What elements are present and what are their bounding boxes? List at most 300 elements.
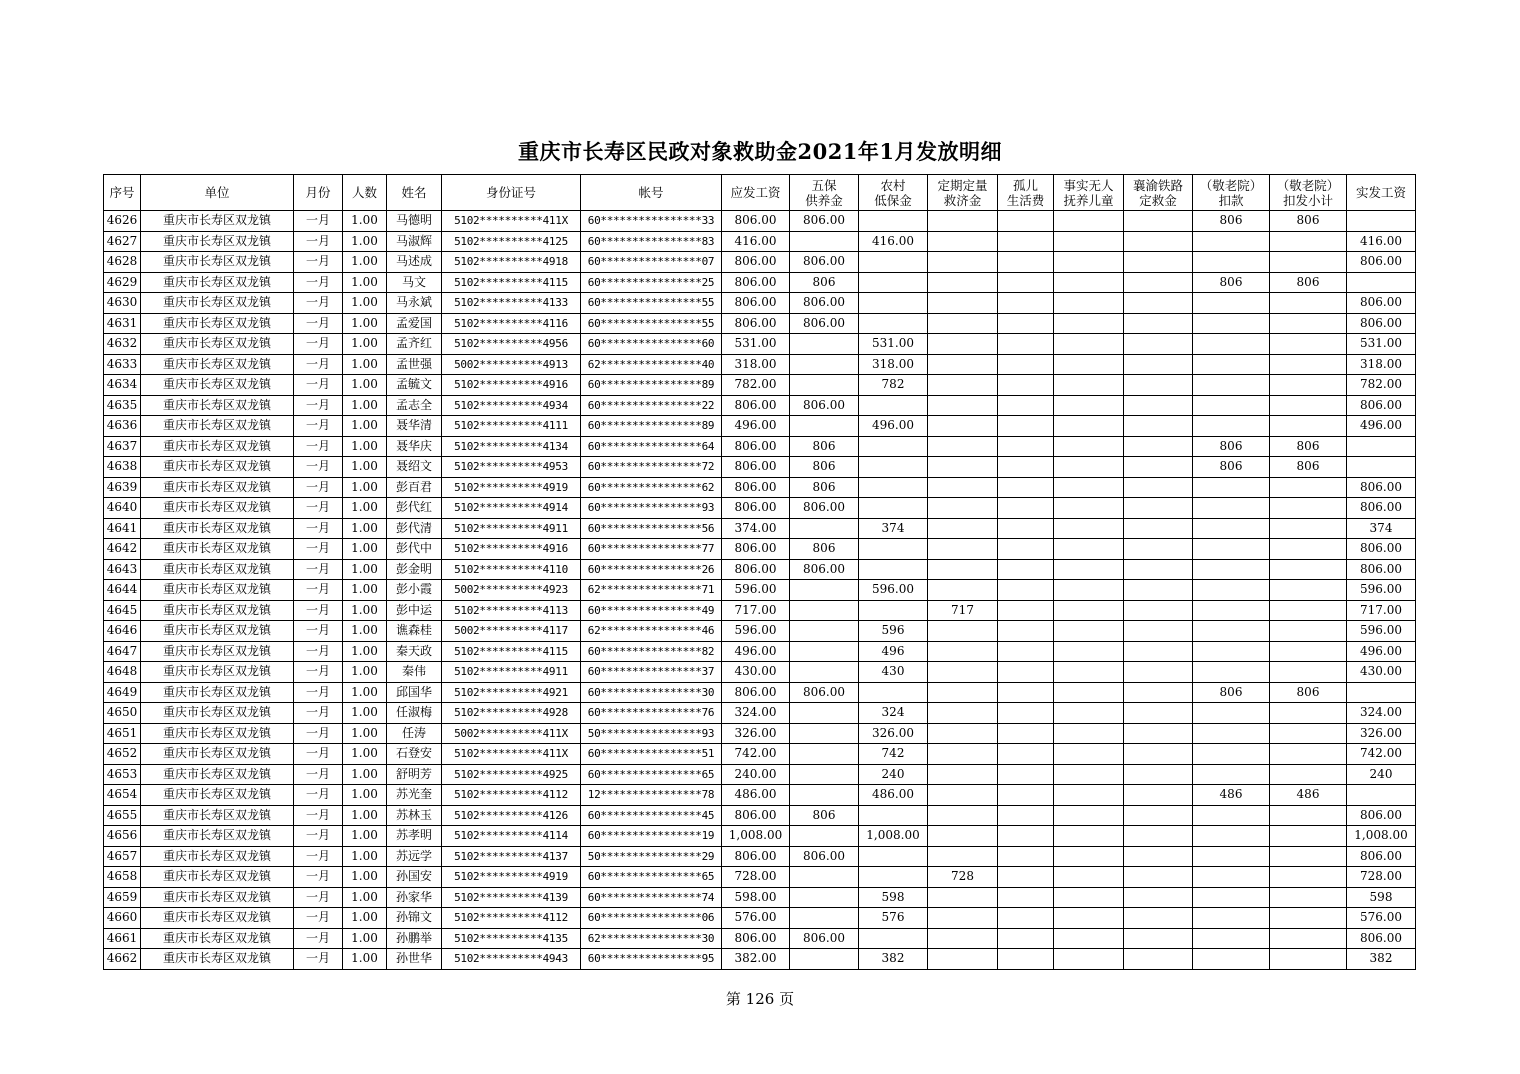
table-cell: 782 xyxy=(859,375,928,396)
table-cell: 60****************65 xyxy=(581,867,722,888)
table-cell xyxy=(928,887,998,908)
table-cell xyxy=(1193,867,1270,888)
table-cell: 1.00 xyxy=(343,928,387,949)
table-cell: 326.00 xyxy=(859,723,928,744)
table-cell: 5102**********411X xyxy=(442,744,581,765)
table-cell: 重庆市长寿区双龙镇 xyxy=(141,498,294,519)
table-cell: 4640 xyxy=(104,498,141,519)
table-cell: 重庆市长寿区双龙镇 xyxy=(141,457,294,478)
table-cell: 1.00 xyxy=(343,867,387,888)
table-cell xyxy=(790,334,859,355)
table-cell xyxy=(1193,477,1270,498)
table-cell: 马永斌 xyxy=(387,293,442,314)
table-cell: 4641 xyxy=(104,518,141,539)
column-header xyxy=(343,175,387,211)
table-cell: 1.00 xyxy=(343,477,387,498)
table-cell: 5102**********4116 xyxy=(442,313,581,334)
table-cell: 彭百君 xyxy=(387,477,442,498)
table-cell: 1.00 xyxy=(343,826,387,847)
table-cell: 531.00 xyxy=(859,334,928,355)
table-cell: 4658 xyxy=(104,867,141,888)
table-cell xyxy=(859,498,928,519)
table-cell: 60****************30 xyxy=(581,682,722,703)
table-cell xyxy=(1124,457,1193,478)
table-cell: 5102**********4911 xyxy=(442,662,581,683)
table-cell xyxy=(790,867,859,888)
table-cell xyxy=(998,231,1054,252)
table-cell: 4657 xyxy=(104,846,141,867)
table-row xyxy=(104,395,1416,416)
table-cell xyxy=(1054,477,1124,498)
table-cell xyxy=(790,744,859,765)
table-cell xyxy=(998,518,1054,539)
column-header xyxy=(141,175,294,211)
table-cell: 重庆市长寿区双龙镇 xyxy=(141,313,294,334)
table-cell: 5002**********4923 xyxy=(442,580,581,601)
table-cell: 5102**********4956 xyxy=(442,334,581,355)
table-cell: 806.00 xyxy=(1347,539,1416,560)
table-cell xyxy=(1270,621,1347,642)
table-cell: 4631 xyxy=(104,313,141,334)
table-cell: 430 xyxy=(859,662,928,683)
table-cell xyxy=(1124,395,1193,416)
table-cell xyxy=(1270,539,1347,560)
table-cell: 324 xyxy=(859,703,928,724)
table-row xyxy=(104,908,1416,929)
column-header xyxy=(998,175,1054,211)
table-cell: 382 xyxy=(1347,949,1416,970)
table-cell xyxy=(1193,539,1270,560)
table-cell xyxy=(1054,928,1124,949)
table-cell: 806 xyxy=(1193,457,1270,478)
table-cell: 60****************62 xyxy=(581,477,722,498)
table-cell: 1.00 xyxy=(343,354,387,375)
table-cell: 806.00 xyxy=(790,498,859,519)
table-cell xyxy=(1270,313,1347,334)
table-cell xyxy=(1124,949,1193,970)
table-cell xyxy=(998,846,1054,867)
table-cell: 742 xyxy=(859,744,928,765)
table-row xyxy=(104,334,1416,355)
table-cell xyxy=(859,436,928,457)
column-header-line: 五保 xyxy=(811,177,837,193)
table-cell xyxy=(1054,600,1124,621)
table-cell xyxy=(1270,703,1347,724)
table-cell xyxy=(1270,744,1347,765)
table-cell: 60****************56 xyxy=(581,518,722,539)
table-cell xyxy=(1054,682,1124,703)
table-cell xyxy=(998,211,1054,232)
table-cell xyxy=(1124,416,1193,437)
table-cell xyxy=(1270,908,1347,929)
table-cell xyxy=(928,928,998,949)
table-cell: 374 xyxy=(1347,518,1416,539)
column-header xyxy=(104,175,141,211)
table-cell: 5102**********4916 xyxy=(442,375,581,396)
table-cell xyxy=(998,334,1054,355)
table-cell: 苏远学 xyxy=(387,846,442,867)
table-cell xyxy=(998,416,1054,437)
column-header-line: 事实无人 xyxy=(1063,177,1114,193)
table-cell xyxy=(928,744,998,765)
column-header-line: 生活费 xyxy=(1006,192,1045,208)
table-cell xyxy=(1270,887,1347,908)
table-cell: 5102**********4114 xyxy=(442,826,581,847)
table-cell xyxy=(1124,231,1193,252)
table-cell xyxy=(1054,498,1124,519)
table-cell: 806.00 xyxy=(790,395,859,416)
table-cell xyxy=(1124,375,1193,396)
table-cell xyxy=(1124,641,1193,662)
table-cell: 1.00 xyxy=(343,949,387,970)
table-cell: 一月 xyxy=(294,375,343,396)
table-cell xyxy=(1054,334,1124,355)
table-cell xyxy=(1054,887,1124,908)
table-cell: 806 xyxy=(1193,682,1270,703)
table-cell: 382 xyxy=(859,949,928,970)
table-row xyxy=(104,621,1416,642)
table-cell: 5102**********4911 xyxy=(442,518,581,539)
table-cell xyxy=(1124,723,1193,744)
table-cell: 重庆市长寿区双龙镇 xyxy=(141,252,294,273)
table-cell: 5102**********4919 xyxy=(442,477,581,498)
table-cell: 60****************65 xyxy=(581,764,722,785)
table-cell: 1.00 xyxy=(343,272,387,293)
table-cell xyxy=(928,518,998,539)
table-cell xyxy=(1270,334,1347,355)
table-row xyxy=(104,846,1416,867)
table-cell xyxy=(790,785,859,806)
table-cell: 1,008.00 xyxy=(859,826,928,847)
table-cell xyxy=(1270,293,1347,314)
table-cell: 1.00 xyxy=(343,457,387,478)
table-cell: 60****************25 xyxy=(581,272,722,293)
table-row xyxy=(104,805,1416,826)
table-row xyxy=(104,518,1416,539)
column-header-line: 人数 xyxy=(351,185,377,200)
table-cell xyxy=(1270,600,1347,621)
table-cell: 舒明芳 xyxy=(387,764,442,785)
column-header-line: 抚养儿童 xyxy=(1063,192,1114,208)
table-cell xyxy=(1193,723,1270,744)
table-cell: 孙国安 xyxy=(387,867,442,888)
table-cell xyxy=(998,272,1054,293)
table-cell: 5102**********4133 xyxy=(442,293,581,314)
table-cell xyxy=(928,498,998,519)
table-cell xyxy=(928,826,998,847)
table-cell xyxy=(1270,518,1347,539)
table-cell: 1.00 xyxy=(343,334,387,355)
table-cell: 5102**********4112 xyxy=(442,908,581,929)
table-cell: 重庆市长寿区双龙镇 xyxy=(141,764,294,785)
table-cell: 717.00 xyxy=(722,600,790,621)
table-cell xyxy=(1124,908,1193,929)
table-cell: 彭金明 xyxy=(387,559,442,580)
table-cell xyxy=(998,600,1054,621)
table-cell xyxy=(1054,867,1124,888)
table-cell xyxy=(1193,846,1270,867)
table-cell: 60****************06 xyxy=(581,908,722,929)
table-cell: 5002**********411X xyxy=(442,723,581,744)
table-cell: 326.00 xyxy=(1347,723,1416,744)
table-cell: 聂绍文 xyxy=(387,457,442,478)
table-cell: 60****************93 xyxy=(581,498,722,519)
table-cell: 5102**********4115 xyxy=(442,641,581,662)
table-cell: 4633 xyxy=(104,354,141,375)
table-cell: 60****************51 xyxy=(581,744,722,765)
table-cell: 60****************95 xyxy=(581,949,722,970)
table-cell: 一月 xyxy=(294,498,343,519)
table-cell: 806.00 xyxy=(722,498,790,519)
table-cell: 1.00 xyxy=(343,559,387,580)
table-cell: 596.00 xyxy=(1347,580,1416,601)
table-cell: 496.00 xyxy=(1347,641,1416,662)
column-header-line: 身份证号 xyxy=(485,185,536,200)
table-cell: 一月 xyxy=(294,252,343,273)
column-header xyxy=(790,175,859,211)
table-cell: 5102**********4953 xyxy=(442,457,581,478)
table-cell: 416.00 xyxy=(859,231,928,252)
table-cell xyxy=(928,846,998,867)
table-cell xyxy=(790,354,859,375)
table-cell: 324.00 xyxy=(722,703,790,724)
table-cell xyxy=(928,580,998,601)
table-cell: 5102**********4125 xyxy=(442,231,581,252)
column-header-line: 单位 xyxy=(204,185,230,200)
table-cell xyxy=(1193,621,1270,642)
table-cell: 5102**********4113 xyxy=(442,600,581,621)
table-cell: 1.00 xyxy=(343,313,387,334)
table-cell: 318.00 xyxy=(859,354,928,375)
table-cell xyxy=(1124,826,1193,847)
table-cell: 重庆市长寿区双龙镇 xyxy=(141,416,294,437)
table-cell xyxy=(790,621,859,642)
table-cell: 一月 xyxy=(294,744,343,765)
table-cell xyxy=(1124,805,1193,826)
table-cell xyxy=(790,764,859,785)
table-cell: 1.00 xyxy=(343,805,387,826)
column-header-line: 孤儿 xyxy=(1012,177,1038,193)
table-cell: 一月 xyxy=(294,211,343,232)
table-cell: 531.00 xyxy=(722,334,790,355)
table-cell xyxy=(1193,334,1270,355)
table-cell: 374 xyxy=(859,518,928,539)
column-header-line: 姓名 xyxy=(401,185,427,200)
table-cell: 重庆市长寿区双龙镇 xyxy=(141,354,294,375)
table-cell: 重庆市长寿区双龙镇 xyxy=(141,846,294,867)
table-row xyxy=(104,436,1416,457)
table-cell: 4642 xyxy=(104,539,141,560)
table-cell: 806.00 xyxy=(722,477,790,498)
table-cell xyxy=(1347,785,1416,806)
table-cell xyxy=(1193,354,1270,375)
table-cell: 1.00 xyxy=(343,621,387,642)
table-cell xyxy=(1054,313,1124,334)
table-cell xyxy=(1054,908,1124,929)
table-cell: 806.00 xyxy=(722,928,790,949)
table-cell: 806.00 xyxy=(790,313,859,334)
table-cell xyxy=(1193,662,1270,683)
table-cell: 5102**********4928 xyxy=(442,703,581,724)
table-row xyxy=(104,313,1416,334)
table-cell xyxy=(1124,436,1193,457)
table-cell xyxy=(1054,272,1124,293)
table-cell: 806.00 xyxy=(1347,805,1416,826)
table-cell: 486.00 xyxy=(722,785,790,806)
table-cell: 5102**********4921 xyxy=(442,682,581,703)
table-cell xyxy=(1124,211,1193,232)
table-cell xyxy=(998,621,1054,642)
table-cell: 1.00 xyxy=(343,600,387,621)
table-cell: 1.00 xyxy=(343,375,387,396)
table-cell: 重庆市长寿区双龙镇 xyxy=(141,826,294,847)
table-cell xyxy=(1054,436,1124,457)
table-cell xyxy=(928,785,998,806)
table-cell xyxy=(998,580,1054,601)
table-cell xyxy=(928,477,998,498)
table-cell: 苏林玉 xyxy=(387,805,442,826)
table-cell: 806.00 xyxy=(1347,293,1416,314)
table-cell: 430.00 xyxy=(1347,662,1416,683)
payment-table xyxy=(103,174,1416,970)
column-header-line: 序号 xyxy=(109,185,135,200)
table-cell: 60****************37 xyxy=(581,662,722,683)
table-cell: 742.00 xyxy=(722,744,790,765)
table-cell: 596.00 xyxy=(859,580,928,601)
table-cell: 一月 xyxy=(294,785,343,806)
table-cell: 50****************29 xyxy=(581,846,722,867)
table-cell xyxy=(790,641,859,662)
table-cell xyxy=(1193,416,1270,437)
table-cell: 任淑梅 xyxy=(387,703,442,724)
table-cell xyxy=(998,785,1054,806)
column-header-line: 襄渝铁路 xyxy=(1132,177,1183,193)
table-cell: 806.00 xyxy=(790,846,859,867)
table-cell xyxy=(1270,949,1347,970)
table-cell: 4661 xyxy=(104,928,141,949)
table-cell xyxy=(1124,662,1193,683)
table-header-row xyxy=(104,175,1416,211)
table-cell xyxy=(1124,600,1193,621)
table-cell: 5102**********4934 xyxy=(442,395,581,416)
table-cell xyxy=(1124,334,1193,355)
table-cell xyxy=(859,272,928,293)
table-cell: 1.00 xyxy=(343,887,387,908)
table-cell: 重庆市长寿区双龙镇 xyxy=(141,723,294,744)
table-cell: 一月 xyxy=(294,621,343,642)
column-header-line: （敬老院） xyxy=(1199,177,1263,193)
table-cell xyxy=(1193,928,1270,949)
table-cell xyxy=(928,539,998,560)
table-cell: 596.00 xyxy=(722,621,790,642)
table-cell: 5102**********4134 xyxy=(442,436,581,457)
table-cell xyxy=(1193,703,1270,724)
table-cell xyxy=(998,477,1054,498)
table-cell: 重庆市长寿区双龙镇 xyxy=(141,949,294,970)
table-cell: 240.00 xyxy=(722,764,790,785)
table-cell xyxy=(790,908,859,929)
table-cell: 4647 xyxy=(104,641,141,662)
table-cell xyxy=(1270,354,1347,375)
table-cell: 马德明 xyxy=(387,211,442,232)
table-row xyxy=(104,559,1416,580)
table-cell xyxy=(1270,375,1347,396)
table-cell: 596.00 xyxy=(1347,621,1416,642)
table-cell: 806.00 xyxy=(722,846,790,867)
column-header xyxy=(387,175,442,211)
table-cell: 一月 xyxy=(294,477,343,498)
table-cell xyxy=(998,764,1054,785)
table-cell xyxy=(1193,395,1270,416)
table-row xyxy=(104,682,1416,703)
column-header-line: 定期定量 xyxy=(937,177,988,193)
table-cell: 240 xyxy=(859,764,928,785)
table-cell: 重庆市长寿区双龙镇 xyxy=(141,600,294,621)
table-cell xyxy=(998,252,1054,273)
table-cell xyxy=(1054,395,1124,416)
table-cell xyxy=(1124,498,1193,519)
table-row xyxy=(104,785,1416,806)
table-cell: 谯森桂 xyxy=(387,621,442,642)
table-cell: 5102**********4943 xyxy=(442,949,581,970)
table-cell: 一月 xyxy=(294,354,343,375)
table-cell: 1.00 xyxy=(343,908,387,929)
table-row xyxy=(104,416,1416,437)
table-cell xyxy=(928,662,998,683)
table-cell: 416.00 xyxy=(722,231,790,252)
table-cell xyxy=(928,334,998,355)
table-cell xyxy=(1124,867,1193,888)
page-number: 第 126 页 xyxy=(725,990,795,1008)
table-row xyxy=(104,723,1416,744)
table-cell: 4636 xyxy=(104,416,141,437)
table-cell: 4659 xyxy=(104,887,141,908)
table-cell: 806 xyxy=(1270,457,1347,478)
table-cell: 806.00 xyxy=(790,211,859,232)
table-cell xyxy=(1054,211,1124,232)
table-cell xyxy=(1054,662,1124,683)
table-cell: 马文 xyxy=(387,272,442,293)
table-cell: 4637 xyxy=(104,436,141,457)
table-cell: 806 xyxy=(1270,436,1347,457)
table-cell: 一月 xyxy=(294,313,343,334)
table-cell xyxy=(928,436,998,457)
table-cell xyxy=(1193,908,1270,929)
table-cell: 1.00 xyxy=(343,662,387,683)
table-cell xyxy=(859,252,928,273)
table-cell: 62****************46 xyxy=(581,621,722,642)
table-cell xyxy=(1270,498,1347,519)
table-cell: 496.00 xyxy=(1347,416,1416,437)
column-header xyxy=(859,175,928,211)
table-cell: 60****************55 xyxy=(581,293,722,314)
table-cell: 806.00 xyxy=(790,928,859,949)
table-cell xyxy=(1270,641,1347,662)
table-cell xyxy=(859,846,928,867)
table-row xyxy=(104,354,1416,375)
table-cell: 一月 xyxy=(294,928,343,949)
table-cell: 60****************83 xyxy=(581,231,722,252)
table-cell: 717 xyxy=(928,600,998,621)
table-cell: 一月 xyxy=(294,559,343,580)
table-cell: 531.00 xyxy=(1347,334,1416,355)
table-cell: 一月 xyxy=(294,908,343,929)
table-cell xyxy=(1124,477,1193,498)
table-cell: 重庆市长寿区双龙镇 xyxy=(141,539,294,560)
table-cell: 782.00 xyxy=(722,375,790,396)
table-cell: 1.00 xyxy=(343,498,387,519)
table-cell xyxy=(998,559,1054,580)
